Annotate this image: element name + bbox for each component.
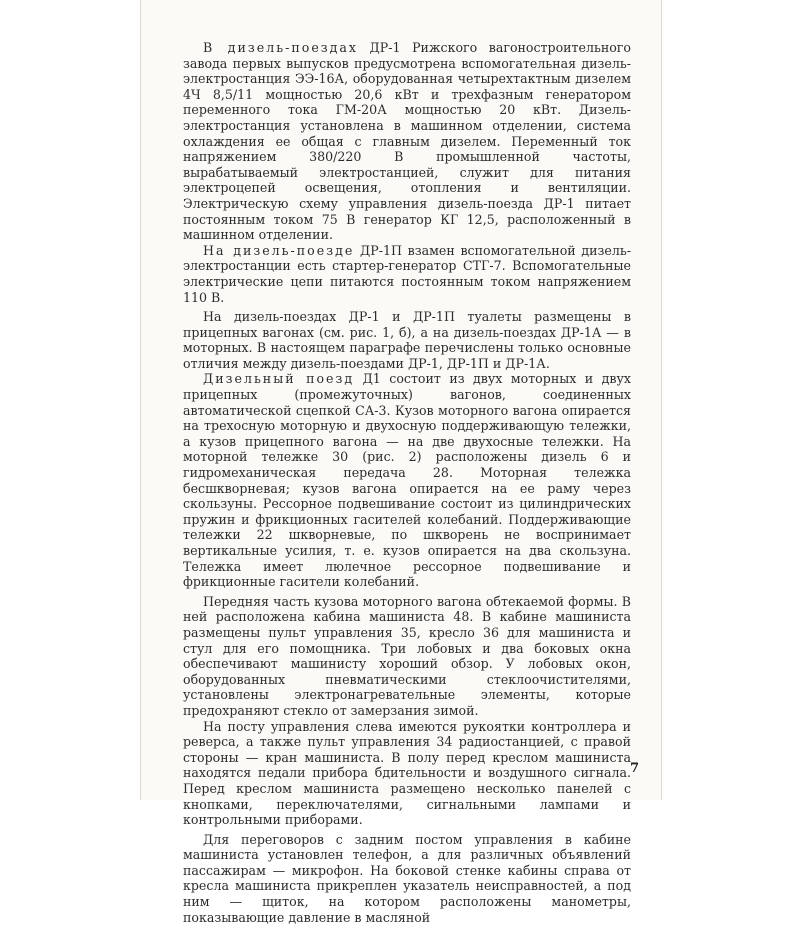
paragraph-body: ДР-1 Рижского вагоностроительного завода первых выпусков предусмотрена вспомогательная дизель-электростанция ЭЭ-16А, оборудованная четырехтактным дизелем 4Ч 8,5/11 мощностью 20,6 кВт и трехфазным генератором переменного тока ГМ-20А мощностью 20 кВт. Дизель-электростанция установлена в машинном отделении, система охлаждения ее общая с главным дизелем. Переменный ток напряжением 380/220 В промышленной частоты, вырабатываемый электростанцией, служит для питания электроцепей освещения, отопления и вентиляции. Электрическую схему управления дизель-поезда ДР-1 питает постоянным током 75 В генератор КГ 12,5, расположенный в машинном отделении.: [183, 40, 631, 243]
paragraph-lead: В дизель-поездах: [203, 40, 359, 55]
paragraph: [183, 40, 631, 243]
paragraph: [183, 243, 631, 305]
paragraph: [183, 309, 631, 371]
page-text: [183, 40, 631, 925]
paragraph: [183, 719, 631, 828]
paragraph-body: На посту управления слева имеются рукоятки контроллера и реверса, а также пульт управления 34 радиостанцией, с правой стороны — кран машиниста. В полу перед креслом машиниста находятся педали прибора бдительности и воздушного сигнала. Перед креслом машиниста размещено несколько панелей с кнопками, переключателями, сигнальными лампами и контрольными приборами.: [183, 718, 631, 828]
page-number: 7: [629, 761, 639, 776]
paragraph: [183, 594, 631, 719]
paragraph-lead: Дизельный поезд: [203, 371, 355, 387]
paragraph-body: ДР-1П взамен вспомогательной дизель-электростанции есть стартер-генератор СТГ-7. Вспомогательные электрические цепи питаются постоянным током напряжением 110 В.: [183, 242, 631, 305]
paragraph: [183, 832, 631, 925]
paragraph-body: Передняя часть кузова моторного вагона обтекаемой формы. В ней расположена кабина машиниста 48. В кабине машиниста размещены пульт управления 35, кресло 36 для машиниста и стул для его помощника. Три лобовых и два боковых окна обеспечивают машинисту хороший обзор. У лобовых окон, оборудованных пневматическими стеклоочистителями, установлены электронагревательные элементы, которые предохраняют стекло от замерзания зимой.: [183, 593, 631, 718]
paragraph-body: Для переговоров с задним постом управления в кабине машиниста установлен телефон, а для различных объявлений пассажирам — микрофон. На боковой стенке кабины справа от кресла машиниста прикреплен указатель неисправностей, а под ним — щиток, на котором расположены манометры, показывающие давление в масляной: [183, 831, 631, 925]
paragraph-lead: На дизель-поезде: [203, 242, 355, 258]
paragraph-body: На дизель-поездах ДР-1 и ДР-1П туалеты размещены в прицепных вагонах (см. рис. 1, б), а на дизель-поездах ДР-1А — в моторных. В настоящем параграфе перечислены только основные отличия между дизель-поездами ДР-1, ДР-1П и ДР-1А.: [183, 309, 631, 371]
book-page: [140, 0, 662, 925]
paragraph: [183, 371, 631, 589]
paragraph-body: Д1 состоит из двух моторных и двух прицепных (промежуточных) вагонов, соединенных автоматической сцепкой СА-3. Кузов моторного вагона опирается на трехосную моторную и двухосную поддерживающую тележки, а кузов прицепного вагона — на две двухосные тележки. На моторной тележке 30 (рис. 2) расположены дизель 6 и гидромеханическая передача 28. Моторная тележка бесшкворневая; кузов вагона опирается на ее раму через скользуны. Рессорное подвешивание состоит из цилиндрических пружин и фрикционных гасителей колебаний. Поддерживающие тележки 22 шкворневые, по шкворень не воспринимает вертикальные усилия, т. е. кузов опирается на два скользуна. Тележка имеет люлечное рессорное подвешивание и фрикционные гасители колебаний.: [183, 371, 631, 590]
